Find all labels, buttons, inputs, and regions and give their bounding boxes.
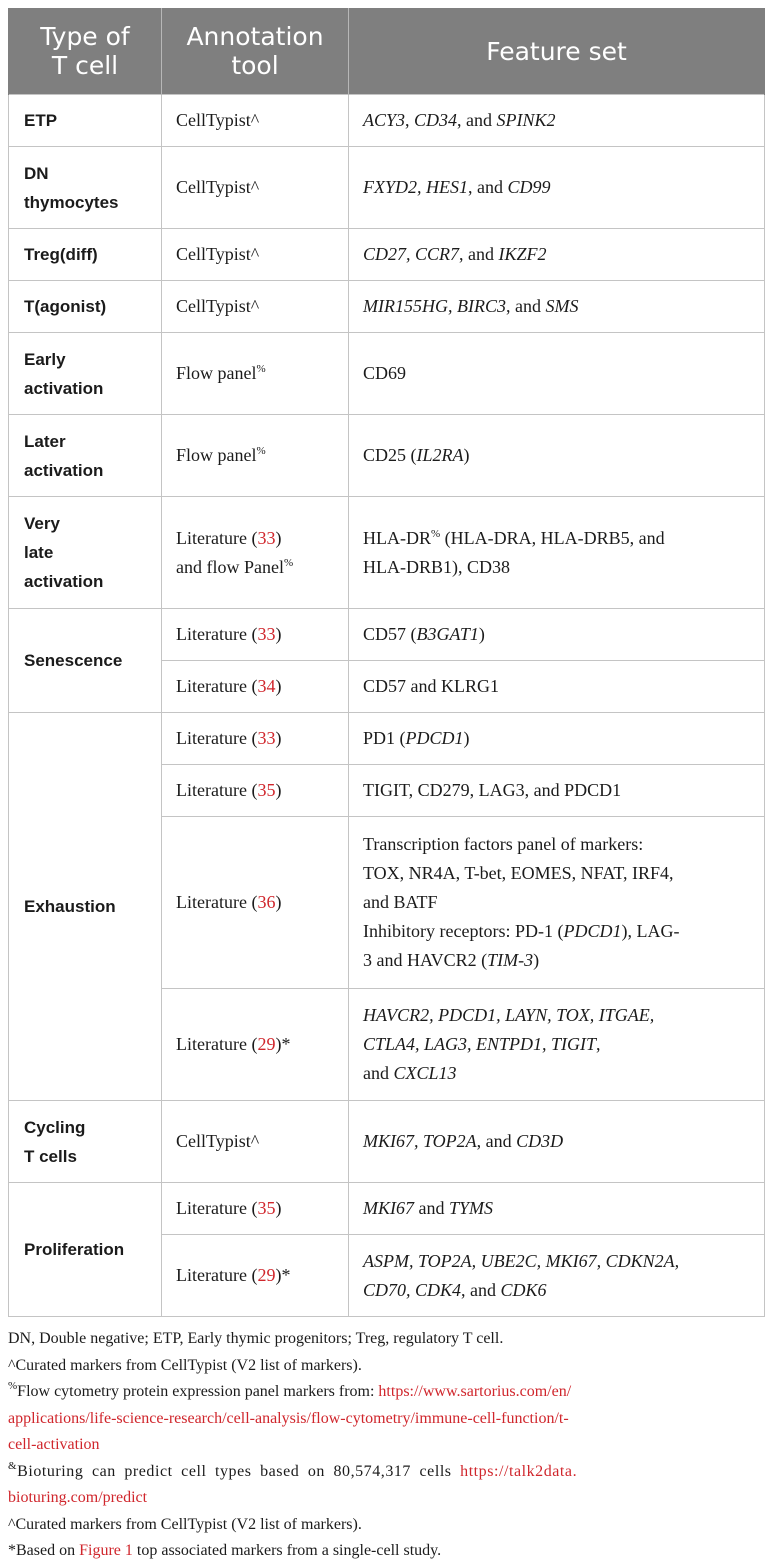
table-row <box>9 713 765 765</box>
cell-tool: Literature (33) <box>162 713 349 765</box>
cell-type: Exhaustion <box>9 713 162 1101</box>
cell-type: Very late activation <box>9 497 162 609</box>
cell-features: CD57 and KLRG1 <box>349 661 765 713</box>
cell-features: CD27, CCR7, and IKZF2 <box>349 229 765 281</box>
cell-type: Cycling T cells <box>9 1101 162 1183</box>
cell-tool: CellTypist^ <box>162 1101 349 1183</box>
reference-link[interactable]: 35 <box>257 1198 276 1218</box>
reference-link[interactable]: 33 <box>257 728 276 748</box>
cell-features: FXYD2, HES1, and CD99 <box>349 147 765 229</box>
cell-type: Treg(diff) <box>9 229 162 281</box>
table-row <box>9 1183 765 1235</box>
header-tool: Annotation tool <box>162 8 349 95</box>
cell-features: CD25 (IL2RA) <box>349 415 765 497</box>
cell-tool: Literature (36) <box>162 817 349 989</box>
table-row <box>9 415 765 497</box>
table-row <box>9 95 765 147</box>
reference-link[interactable]: 34 <box>257 676 276 696</box>
cell-tool: Literature (29)* <box>162 989 349 1101</box>
cell-features: ASPM, TOP2A, UBE2C, MKI67, CDKN2A, CD70, CDK4, and CDK6 <box>349 1235 765 1317</box>
cell-type: Early activation <box>9 333 162 415</box>
reference-link[interactable]: 29 <box>257 1265 276 1285</box>
cell-type: ETP <box>9 95 162 147</box>
footnote-asterisk: *Based on Figure 1 top associated markers from a single-cell study. <box>8 1542 442 1559</box>
cell-tool: CellTypist^ <box>162 147 349 229</box>
cell-tool: Literature (35) <box>162 1183 349 1235</box>
header-features: Feature set <box>349 8 765 95</box>
table-row <box>9 1101 765 1183</box>
cell-type: Later activation <box>9 415 162 497</box>
table-wrapper <box>8 8 764 1565</box>
cell-features: HAVCR2, PDCD1, LAYN, TOX, ITGAE, CTLA4, LAG3, ENTPD1, TIGIT, and CXCL13 <box>349 989 765 1101</box>
cell-features: HLA-DR% (HLA-DRA, HLA-DRB5, and HLA-DRB1), CD38 <box>349 497 765 609</box>
cell-tool: CellTypist^ <box>162 229 349 281</box>
header-row <box>9 8 765 95</box>
sartorius-link-cont[interactable]: applications/life-science-research/cell-analysis/flow-cytometry/immune-cell-function/t- <box>8 1409 569 1427</box>
table-row <box>9 229 765 281</box>
footnote-abbreviations: DN, Double negative; ETP, Early thymic progenitors; Treg, regulatory T cell. <box>8 1330 504 1347</box>
cell-features: MKI67 and TYMS <box>349 1183 765 1235</box>
reference-link[interactable]: 33 <box>257 527 276 548</box>
footnote-ampersand: &Bioturing can predict cell types based on 80,574,317 cells https://talk2data. <box>8 1459 578 1480</box>
cell-tool: CellTypist^ <box>162 281 349 333</box>
t-cell-annotation-table <box>8 8 765 1317</box>
cell-features: TIGIT, CD279, LAG3, and PDCD1 <box>349 765 765 817</box>
footnote-percent: %Flow cytometry protein expression panel markers from: https://www.sartorius.com/en/ <box>8 1380 572 1400</box>
cell-features: CD57 (B3GAT1) <box>349 609 765 661</box>
cell-type: Proliferation <box>9 1183 162 1317</box>
cell-type: Senescence <box>9 609 162 713</box>
reference-link[interactable]: 35 <box>257 780 276 800</box>
footnote-caret-repeat: ^Curated markers from CellTypist (V2 list of markers). <box>8 1515 362 1533</box>
table-footnotes <box>8 1326 764 1565</box>
table-row <box>9 333 765 415</box>
cell-features: PD1 (PDCD1) <box>349 713 765 765</box>
footnote-percent-line3 <box>8 1432 764 1459</box>
cell-tool: Literature (33) and flow Panel% <box>162 497 349 609</box>
bioturing-link-cont[interactable]: bioturing.com/predict <box>8 1489 148 1506</box>
table-row <box>9 281 765 333</box>
cell-type: DN thymocytes <box>9 147 162 229</box>
cell-features: MKI67, TOP2A, and CD3D <box>349 1101 765 1183</box>
cell-tool: Literature (34) <box>162 661 349 713</box>
figure-link[interactable]: Figure 1 <box>79 1542 133 1559</box>
table-row <box>9 497 765 609</box>
cell-tool: Flow panel% <box>162 415 349 497</box>
reference-link[interactable]: 33 <box>257 624 276 644</box>
cell-tool: Literature (35) <box>162 765 349 817</box>
footnote-ampersand-line2 <box>8 1485 764 1512</box>
cell-tool: CellTypist^ <box>162 95 349 147</box>
header-type: Type of T cell <box>9 8 162 95</box>
cell-tool: Literature (29)* <box>162 1235 349 1317</box>
sartorius-link-cont[interactable]: cell-activation <box>8 1436 100 1453</box>
cell-type: T(agonist) <box>9 281 162 333</box>
footnote-caret: ^Curated markers from CellTypist (V2 list of markers). <box>8 1356 362 1374</box>
cell-features: CD69 <box>349 333 765 415</box>
footnote-percent-line2 <box>8 1406 764 1433</box>
bioturing-link[interactable]: https://talk2data. <box>460 1462 578 1480</box>
cell-features: ACY3, CD34, and SPINK2 <box>349 95 765 147</box>
cell-features: Transcription factors panel of markers: TOX, NR4A, T-bet, EOMES, NFAT, IRF4, and BATF Inhibitory receptors: PD-1 (PDCD1), LAG- 3 and HAVCR2 (TIM-3) <box>349 817 765 989</box>
cell-tool: Flow panel% <box>162 333 349 415</box>
table-row <box>9 609 765 661</box>
reference-link[interactable]: 36 <box>257 892 276 912</box>
cell-features: MIR155HG, BIRC3, and SMS <box>349 281 765 333</box>
cell-tool: Literature (33) <box>162 609 349 661</box>
sartorius-link[interactable]: https://www.sartorius.com/en/ <box>378 1383 572 1400</box>
reference-link[interactable]: 29 <box>257 1034 276 1054</box>
table-row <box>9 147 765 229</box>
